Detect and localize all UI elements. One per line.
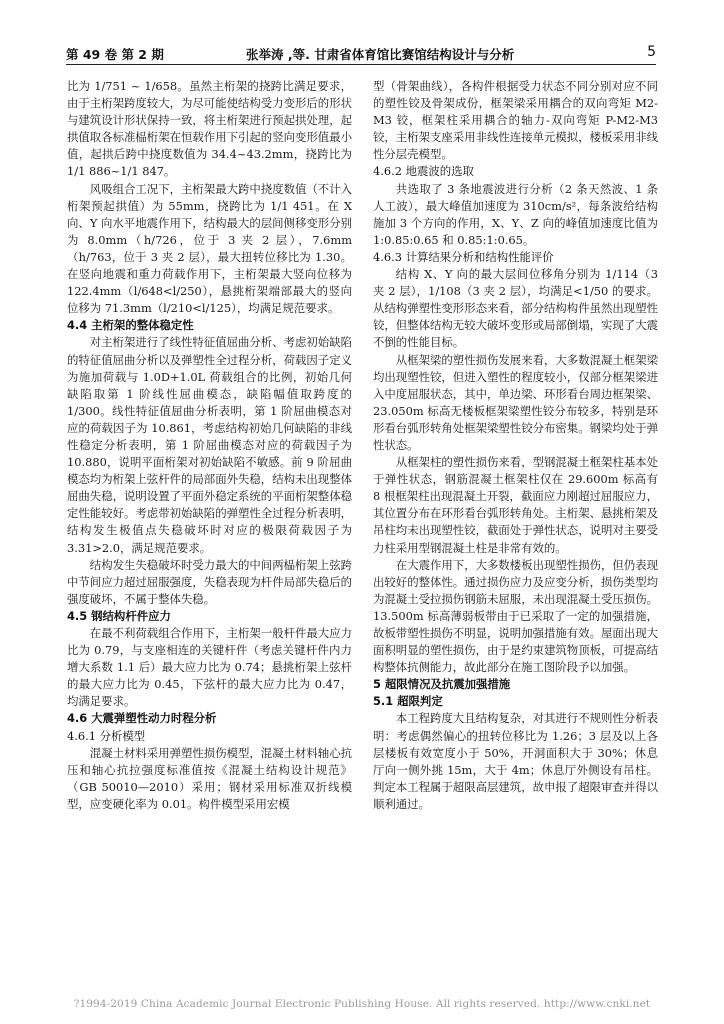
- journal-issue: 第 49 卷 第 2 期: [66, 47, 164, 62]
- copyright-footer: ?1994-2019 China Academic Journal Electronic Publishing House. All rights reserved. http://www.cnki.net: [73, 998, 651, 1010]
- page-number: 5: [647, 44, 656, 60]
- body-paragraph: 从框架梁的塑性损伤发展来看，大多数混凝土框架梁均出现塑性铰，但进入塑性的程度较小，仅部分框架梁进入中度屈服状态，其中，单边梁、环形看台周边框架梁、23.050m 标高无楼板框架梁塑性铰分布较多，特别是环形看台弧形转角处框架梁塑性铰分布密集。钢梁均处于弹性状态。: [373, 352, 658, 452]
- right-column: [373, 78, 658, 813]
- section-heading: 4.6 大震弹塑性动力时程分析: [67, 711, 217, 726]
- subsection-heading: 4.6.1 分析模型: [67, 728, 146, 743]
- body-paragraph: 混凝土材料采用弹塑性损伤模型，混凝土材料轴心抗压和轴心抗拉强度标准值按《混凝土结构设计规范》（GB 50010—2010）采用；钢材采用标准双折线模型，应变硬化率为 0.01。构件模型采用宏模: [67, 745, 352, 811]
- section-heading: 4.4 主桁架的整体稳定性: [67, 318, 194, 333]
- body-paragraph: 比为 1/751 ~ 1/658。虽然主桁架的挠跨比满足要求，由于主桁架跨度较大，为尽可能使结构受力变形后的形状与建筑设计形状保持一致，将主桁架进行预起拱处理，起拱值取各标准榀桁架在恒载作用下引起的竖向变形值最小值，起拱后跨中挠度数值为 34.4~43.2mm，挠跨比为 1/1 886~1/1 847。: [67, 79, 352, 179]
- subsection-heading: 4.6.2 地震波的选取: [373, 164, 474, 179]
- section-heading: 4.5 钢结构杆件应力: [67, 608, 171, 623]
- article-running-title: 张举涛 ,等. 甘肃省体育馆比赛馆结构设计与分析: [246, 47, 515, 62]
- body-paragraph: 在最不利荷载组合作用下，主桁架一般杆件最大应力比为 0.79，与支座相连的关键杆件（考虑关键杆件内力增大系数 1.1 后）最大应力比为 0.74；悬挑桁架上弦杆的最大应力比为 0.45，下弦杆的最大应力比为 0.47，均满足要求。: [67, 626, 352, 709]
- left-column: [67, 78, 352, 813]
- body-paragraph: 在大震作用下，大多数楼板出现塑性损伤，但仍表现出较好的整体性。通过损伤应力及应变分析，损伤类型均为混凝土受拉损伤钢筋未屈服，未出现混凝土受压损伤。13.500m 标高薄弱板带由于已采取了一定的加强措施，故板带塑性损伤不明显，说明加强措施有效。屋面出现大面积明显的塑性损伤，由于是约束建筑物顶板，可提高结构整体抗侧能力，故此部分在施工图阶段予以加强。: [373, 557, 658, 675]
- body-paragraph: 对主桁架进行了线性特征值屈曲分析、考虑初始缺陷的特征值屈曲分析以及弹塑性全过程分析，荷载因子定义为施加荷载与 1.0D+1.0L 荷载组合的比例，初始几何缺陷取第 1 阶线性屈曲模态，缺陷幅值取跨度的 1/300。线性特征值屈曲分析表明，第 1 阶屈曲模态对应的荷载因子为 10.861，考虑结构初始几何缺陷的非线性稳定分析表明，第 1 阶屈曲模态对应的荷载因子为 10.880，说明平面桁架对初始缺陷不敏感。前 9 阶屈曲模态均为桁架上弦杆件的局部面外失稳，结构未出现整体屈曲失稳，说明设置了平面外稳定系统的平面桁架整体稳定性能较好。考虑带初始缺陷的弹塑性全过程分析表明，结构发生极值点失稳破坏时对应的极限荷载因子为 3.31>2.0，满足规范要求。: [67, 335, 352, 555]
- section-heading: 5 超限情况及抗震加强措施: [373, 677, 511, 692]
- body-paragraph: 共选取了 3 条地震波进行分析（2 条天然波、1 条人工波），最大峰值加速度为 310cm/s²，每条波给结构施加 3 个方向的作用，X、Y、Z 向的峰值加速度比值为 1:0.85:0.65 和 0.85:1:0.65。: [373, 181, 658, 247]
- body-paragraph: 本工程跨度大且结构复杂，对其进行不规则性分析表明：考虑偶然偏心的扭转位移比为 1.26；3 层及以上各层楼板有效宽度小于 50%，开洞面积大于 30%；休息厅向一侧外挑 15m，大于 4m；休息厅外侧设有吊柱。判定本工程属于超限高层建筑，故申报了超限审查并得以顺利通过。: [373, 711, 658, 811]
- body-paragraph: 风吸组合工况下，主桁架最大跨中挠度数值（不计入桁架预起拱值）为 55mm，挠跨比为 1/1 451。在 X 向、Y 向水平地震作用下，结构最大的层间侧移变形分别为 8.0mm（h/726，位于 3 夹 2 层），7.6mm（h/763，位于 3 夹 2 层），最大扭转位移比为 1.30。在竖向地震和重力荷载作用下，主桁架最大竖向位移为 122.4mm（l/648<l/250），悬挑桁架端部最大的竖向位移为 71.3mm（l/210<l/125），均满足规范要求。: [67, 181, 352, 316]
- section-heading: 5.1 超限判定: [373, 694, 443, 709]
- running-header: [66, 42, 656, 65]
- subsection-heading: 4.6.3 计算结果分析和结构性能评价: [373, 249, 554, 264]
- body-paragraph: 结构 X、Y 向的最大层间位移角分别为 1/114（3 夹 2 层），1/108（3 夹 2 层），均满足<1/50 的要求。从结构弹塑性变形形态来看，部分结构构件虽然出现塑性铰，但整体结构无较大破坏变形或局部倒塌，实现了大震不倒的性能目标。: [373, 267, 658, 350]
- body-paragraph: 从框架柱的塑性损伤来看，型钢混凝土框架柱基本处于弹性状态，钢筋混凝土框架柱仅在 29.600m 标高有 8 根框架柱出现混凝土开裂，截面应力刚超过屈服应力，其位置分布在环形看台弧形转角处。主桁架、悬挑桁架及吊柱均未出现塑性铰，截面处于弹性状态，说明对主要受力柱采用型钢混凝土柱是非常有效的。: [373, 455, 658, 555]
- body-paragraph: 型（骨架曲线），各构件根据受力状态不同分别对应不同的塑性铰及骨架成份，框架梁采用耦合的双向弯矩 M2-M3 铰，框架柱采用耦合的轴力-双向弯矩 P-M2-M3 铰，主桁架支座采用非线性连接单元模拟，楼板采用非线性分层壳模型。: [373, 79, 658, 162]
- body-paragraph: 结构发生失稳破坏时受力最大的中间两榀桁架上弦跨中节间应力超过屈服强度，失稳表现为杆件局部失稳后的强度破坏，不属于整体失稳。: [67, 557, 352, 606]
